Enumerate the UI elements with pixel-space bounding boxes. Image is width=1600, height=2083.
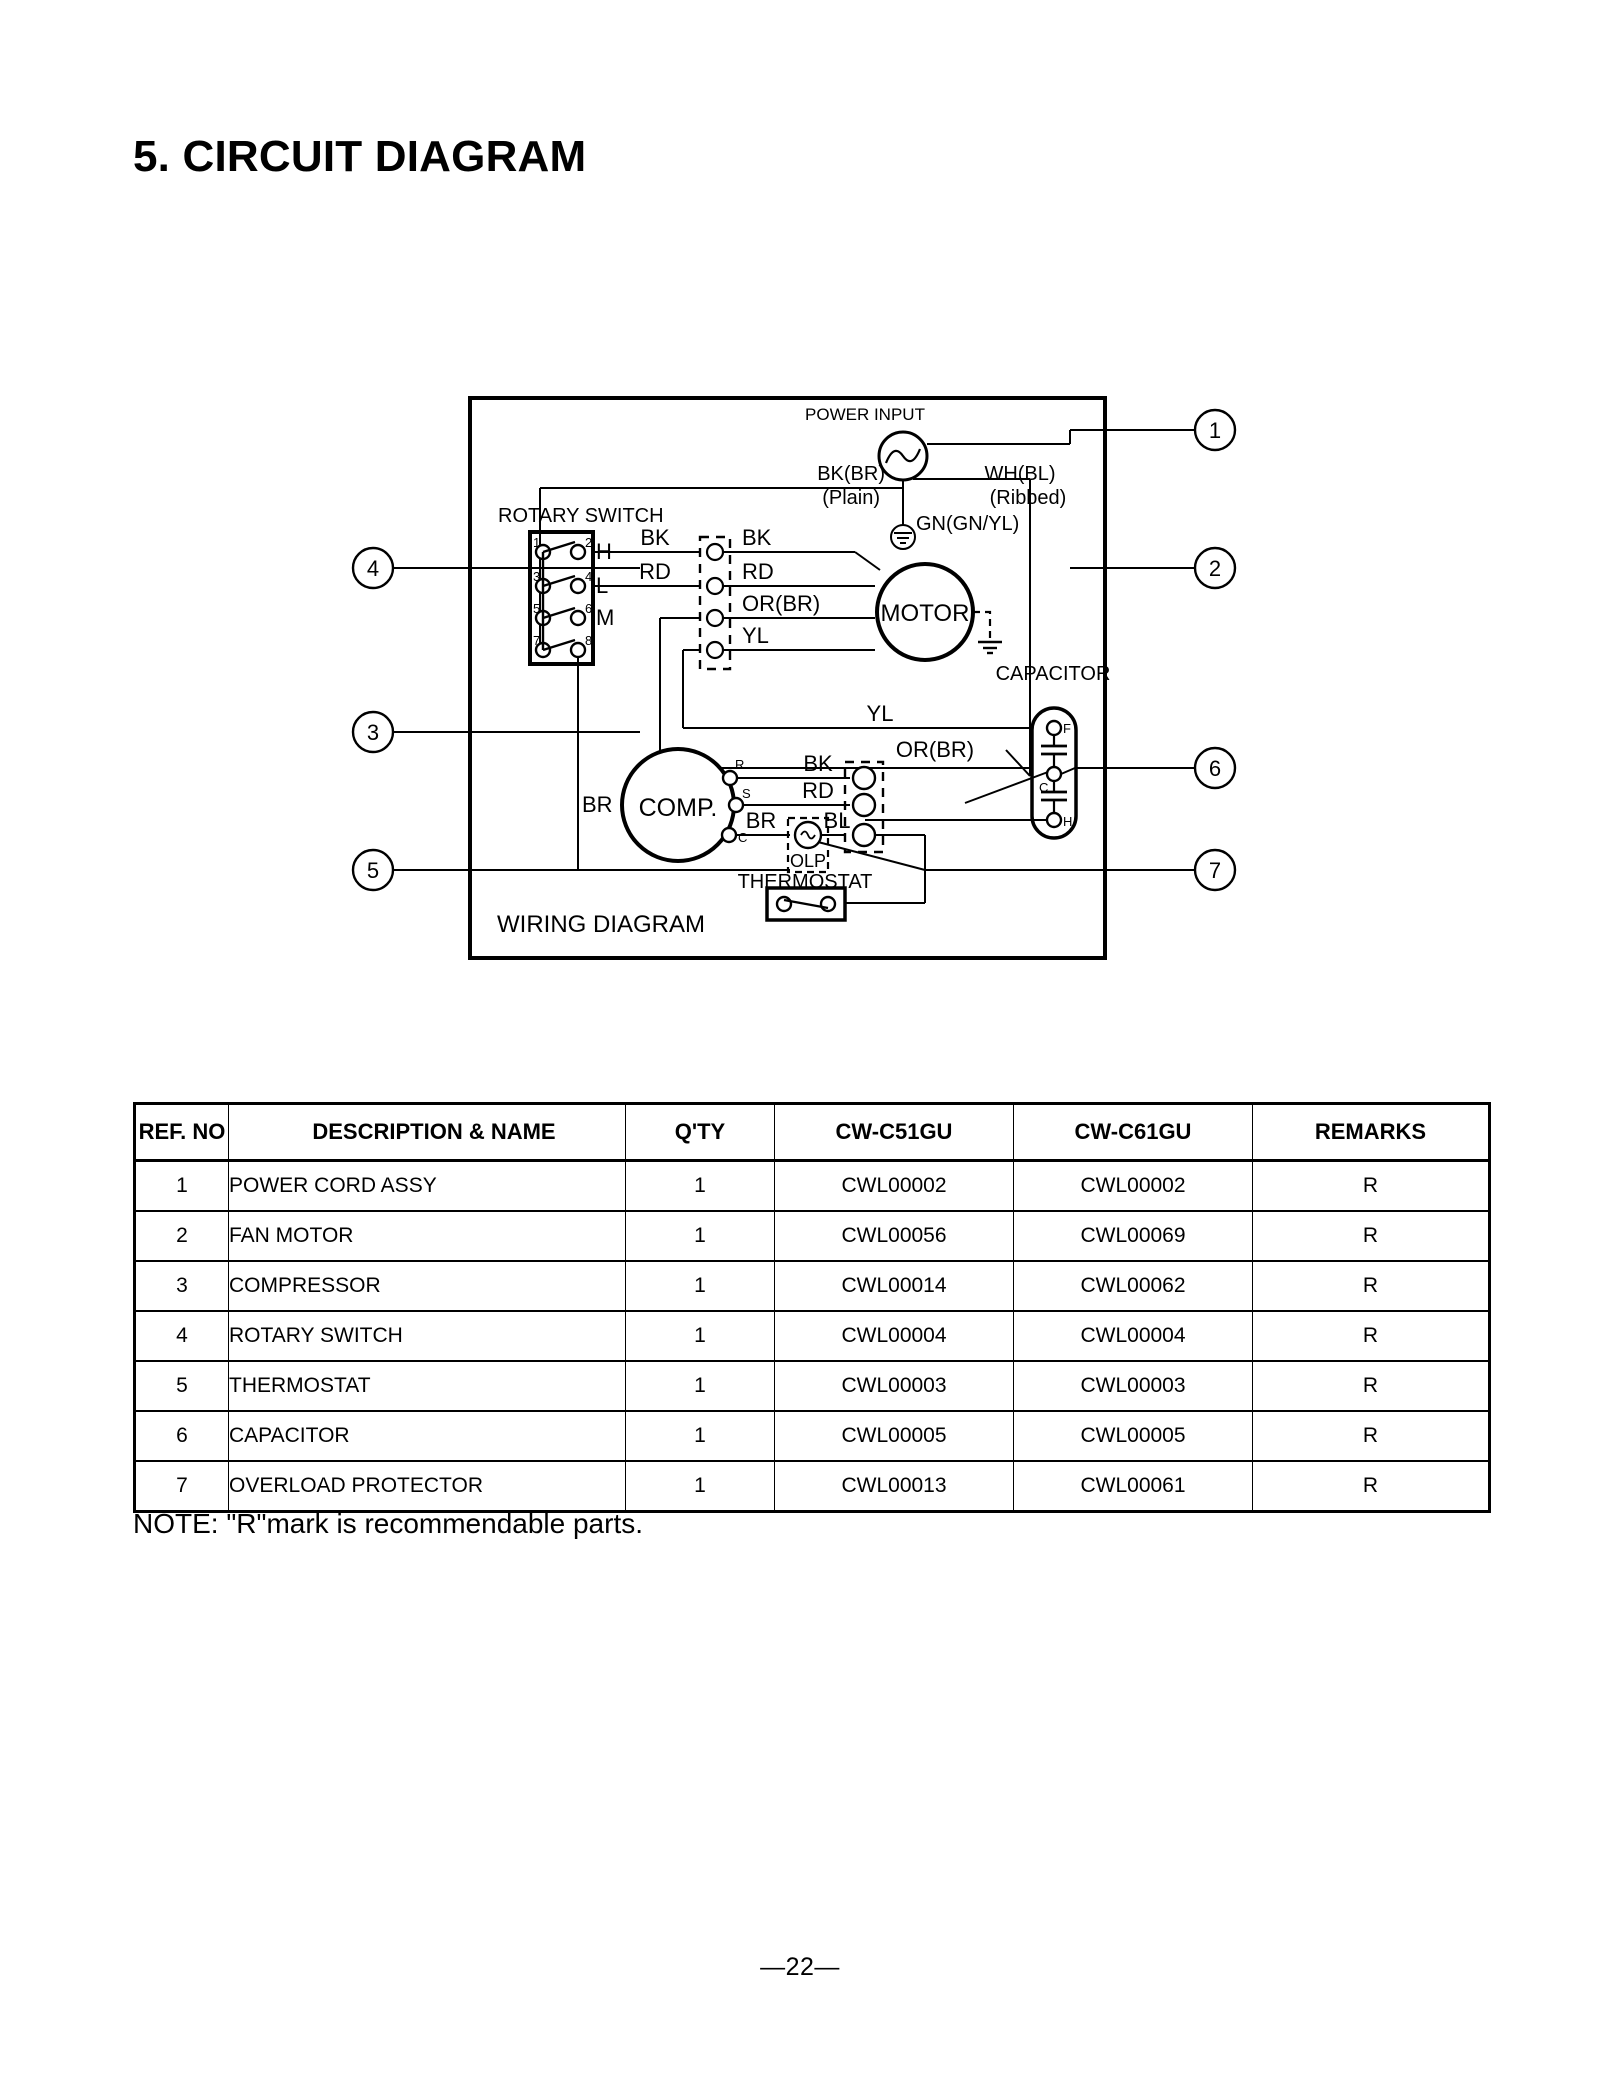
wire-label-motor-yl: YL: [742, 623, 769, 648]
parts-table-container: [133, 1102, 1466, 1513]
th-remarks: REMARKS: [1253, 1104, 1490, 1161]
compressor-term-label-r: R: [735, 757, 745, 772]
ref-bubble-2: [1195, 548, 1235, 588]
cell-qty: 1: [626, 1411, 775, 1461]
thermostat-label: THERMOSTAT: [737, 871, 873, 893]
ref-bubble-2-label: 2: [1208, 556, 1222, 581]
ref-bubble-7: [1195, 850, 1235, 890]
table-header-row: [135, 1104, 1490, 1161]
cell-ref-no: 5: [135, 1361, 229, 1411]
wire-label-cap-orbr: OR(BR): [895, 737, 975, 762]
wire-label-br-left: BR: [582, 792, 613, 817]
ref-bubble-5: [353, 850, 393, 890]
wire-label-motor-rd: RD: [742, 559, 774, 584]
ref-bubble-4: [353, 548, 393, 588]
cell-remarks: R: [1253, 1161, 1490, 1212]
ref-bubble-1: [1195, 410, 1235, 450]
wire-olp-diag: [818, 842, 925, 870]
table-row: [135, 1411, 1490, 1461]
ref-bubble-1-label: 1: [1208, 418, 1222, 443]
olp-label: OLP: [789, 851, 827, 871]
cell-model-c61gu: CWL00002: [1014, 1161, 1253, 1212]
compressor-term-label-c: C: [738, 830, 748, 845]
rotary-num-6: 6: [585, 601, 593, 616]
wire-label-motor-orbr: OR(BR): [742, 591, 821, 616]
table-row: [135, 1461, 1490, 1512]
ref-bubble-3-label: 3: [366, 720, 380, 745]
motor-ground-wire: [973, 612, 990, 638]
cell-description: COMPRESSOR: [229, 1261, 626, 1311]
cell-remarks: R: [1253, 1261, 1490, 1311]
rotary-terminal-4: [571, 579, 585, 593]
capacitor-term-label-c: C: [1039, 780, 1049, 795]
wire-neutral-cross: [1006, 750, 1030, 776]
cell-description: CAPACITOR: [229, 1411, 626, 1461]
parts-table-head: [135, 1104, 1490, 1161]
cell-description: POWER CORD ASSY: [229, 1161, 626, 1212]
rotary-speed-l: L: [596, 573, 609, 598]
cell-model-c51gu: CWL00056: [775, 1211, 1014, 1261]
motor-terminal-yl: [707, 642, 723, 658]
ref-bubble-5-label: 5: [366, 858, 380, 883]
motor-terminal-bk: [707, 544, 723, 560]
thermostat-terminal-right: [821, 897, 835, 911]
cell-ref-no: 4: [135, 1311, 229, 1361]
cell-ref-no: 1: [135, 1161, 229, 1212]
table-row: [135, 1261, 1490, 1311]
motor-terminal-rd: [707, 578, 723, 594]
capacitor-terminal-c: [1047, 767, 1061, 781]
th-ref-no: REF. NO: [135, 1104, 229, 1161]
cell-description: FAN MOTOR: [229, 1211, 626, 1261]
thermostat-terminal-left: [777, 897, 791, 911]
wire-block-motor-bk-diag: [855, 552, 880, 570]
live-wire-label: BK(BR): [817, 463, 885, 485]
th-model-c61gu: CW-C61GU: [1014, 1104, 1253, 1161]
ref-bubble-3: [353, 712, 393, 752]
cell-model-c61gu: CWL00005: [1014, 1411, 1253, 1461]
cell-qty: 1: [626, 1261, 775, 1311]
wire-label-cap-yl: YL: [866, 701, 894, 726]
cell-remarks: R: [1253, 1311, 1490, 1361]
cell-qty: 1: [626, 1211, 775, 1261]
rotary-num-5: 5: [533, 601, 541, 616]
capacitor-terminal-f: [1047, 721, 1061, 735]
table-row: [135, 1161, 1490, 1212]
parts-table-body: [135, 1161, 1490, 1512]
cell-model-c51gu: CWL00002: [775, 1161, 1014, 1212]
cell-qty: 1: [626, 1161, 775, 1212]
wire-label-comp-rd: RD: [802, 778, 834, 803]
rotary-speed-h: H: [596, 539, 612, 564]
cell-model-c61gu: CWL00062: [1014, 1261, 1253, 1311]
th-qty: Q'TY: [626, 1104, 775, 1161]
ref-bubble-4-label: 4: [366, 556, 380, 581]
cell-description: THERMOSTAT: [229, 1361, 626, 1411]
cell-ref-no: 2: [135, 1211, 229, 1261]
table-row: [135, 1361, 1490, 1411]
capacitor-term-label-h: H: [1063, 814, 1073, 829]
cell-qty: 1: [626, 1461, 775, 1512]
cell-remarks: R: [1253, 1411, 1490, 1461]
cell-model-c61gu: CWL00003: [1014, 1361, 1253, 1411]
footer-page-number: —22—: [760, 1953, 840, 1981]
cell-model-c51gu: CWL00005: [775, 1411, 1014, 1461]
capacitor-term-label-f: F: [1063, 721, 1071, 736]
ground-wire-label: GN(GN/YL): [916, 513, 1020, 535]
rotary-num-4: 4: [585, 569, 593, 584]
cell-ref-no: 6: [135, 1411, 229, 1461]
motor-terminal-orbr: [707, 610, 723, 626]
capacitor-terminal-h: [1047, 813, 1061, 827]
wiring-diagram-figure: [0, 380, 1600, 1000]
compressor-term-label-s: S: [742, 786, 751, 801]
rotary-terminal-2: [571, 545, 585, 559]
page-title: 5. CIRCUIT DIAGRAM: [133, 132, 587, 181]
neutral-wire-sublabel: (Ribbed): [989, 487, 1067, 509]
rotary-num-8: 8: [585, 633, 593, 648]
cell-ref-no: 7: [135, 1461, 229, 1512]
compressor-terminal-r: [723, 771, 737, 785]
cell-model-c61gu: CWL00069: [1014, 1211, 1253, 1261]
cell-model-c51gu: CWL00003: [775, 1361, 1014, 1411]
cell-qty: 1: [626, 1311, 775, 1361]
table-row: [135, 1311, 1490, 1361]
live-wire-sublabel: (Plain): [822, 487, 880, 509]
compressor-label: COMP.: [638, 794, 718, 822]
compressor-terminal-s: [729, 798, 743, 812]
wiring-diagram-svg: [0, 380, 1600, 1000]
comp-block-terminal-rd: [853, 794, 875, 816]
cell-model-c51gu: CWL00014: [775, 1261, 1014, 1311]
wire-label-sw-bk: BK: [640, 525, 670, 550]
capacitor-label: CAPACITOR: [995, 663, 1111, 685]
cell-ref-no: 3: [135, 1261, 229, 1311]
wire-label-comp-bl: BL: [823, 808, 851, 833]
th-model-c51gu: CW-C51GU: [775, 1104, 1014, 1161]
recommendable-parts-note: NOTE: "R"mark is recommendable parts.: [133, 1508, 644, 1539]
compressor-terminal-c: [722, 828, 736, 842]
comp-block-terminal-bk: [853, 767, 875, 789]
rotary-num-7: 7: [533, 633, 541, 648]
comp-block-terminal-bl: [853, 824, 875, 846]
table-row: [135, 1211, 1490, 1261]
rotary-num-1: 1: [533, 535, 541, 550]
cell-description: ROTARY SWITCH: [229, 1311, 626, 1361]
cell-remarks: R: [1253, 1211, 1490, 1261]
cell-model-c51gu: CWL00004: [775, 1311, 1014, 1361]
motor-label: MOTOR: [880, 600, 970, 627]
power-input-label: POWER INPUT: [805, 405, 925, 424]
rotary-switch-label: ROTARY SWITCH: [498, 505, 664, 527]
cell-qty: 1: [626, 1361, 775, 1411]
ref-bubble-7-label: 7: [1208, 858, 1222, 883]
rotary-num-3: 3: [533, 569, 541, 584]
ref-bubble-6: [1195, 748, 1235, 788]
cell-model-c61gu: CWL00004: [1014, 1311, 1253, 1361]
neutral-wire-label: WH(BL): [984, 463, 1056, 485]
cell-remarks: R: [1253, 1461, 1490, 1512]
wire-label-sw-rd: RD: [639, 559, 671, 584]
cell-description: OVERLOAD PROTECTOR: [229, 1461, 626, 1512]
rotary-terminal-6: [571, 611, 585, 625]
ref-bubble-6-label: 6: [1208, 756, 1222, 781]
rotary-speed-m: M: [596, 605, 615, 630]
diagram-caption: WIRING DIAGRAM: [497, 911, 705, 938]
th-description: DESCRIPTION & NAME: [229, 1104, 626, 1161]
cell-model-c51gu: CWL00013: [775, 1461, 1014, 1512]
wire-label-comp-br: BR: [745, 808, 777, 833]
parts-table: [133, 1102, 1491, 1513]
rotary-terminal-8: [571, 643, 585, 657]
wire-label-comp-bk: BK: [803, 751, 833, 776]
rotary-num-2: 2: [585, 535, 593, 550]
cell-model-c61gu: CWL00061: [1014, 1461, 1253, 1512]
wire-label-motor-bk: BK: [742, 525, 772, 550]
cell-remarks: R: [1253, 1361, 1490, 1411]
